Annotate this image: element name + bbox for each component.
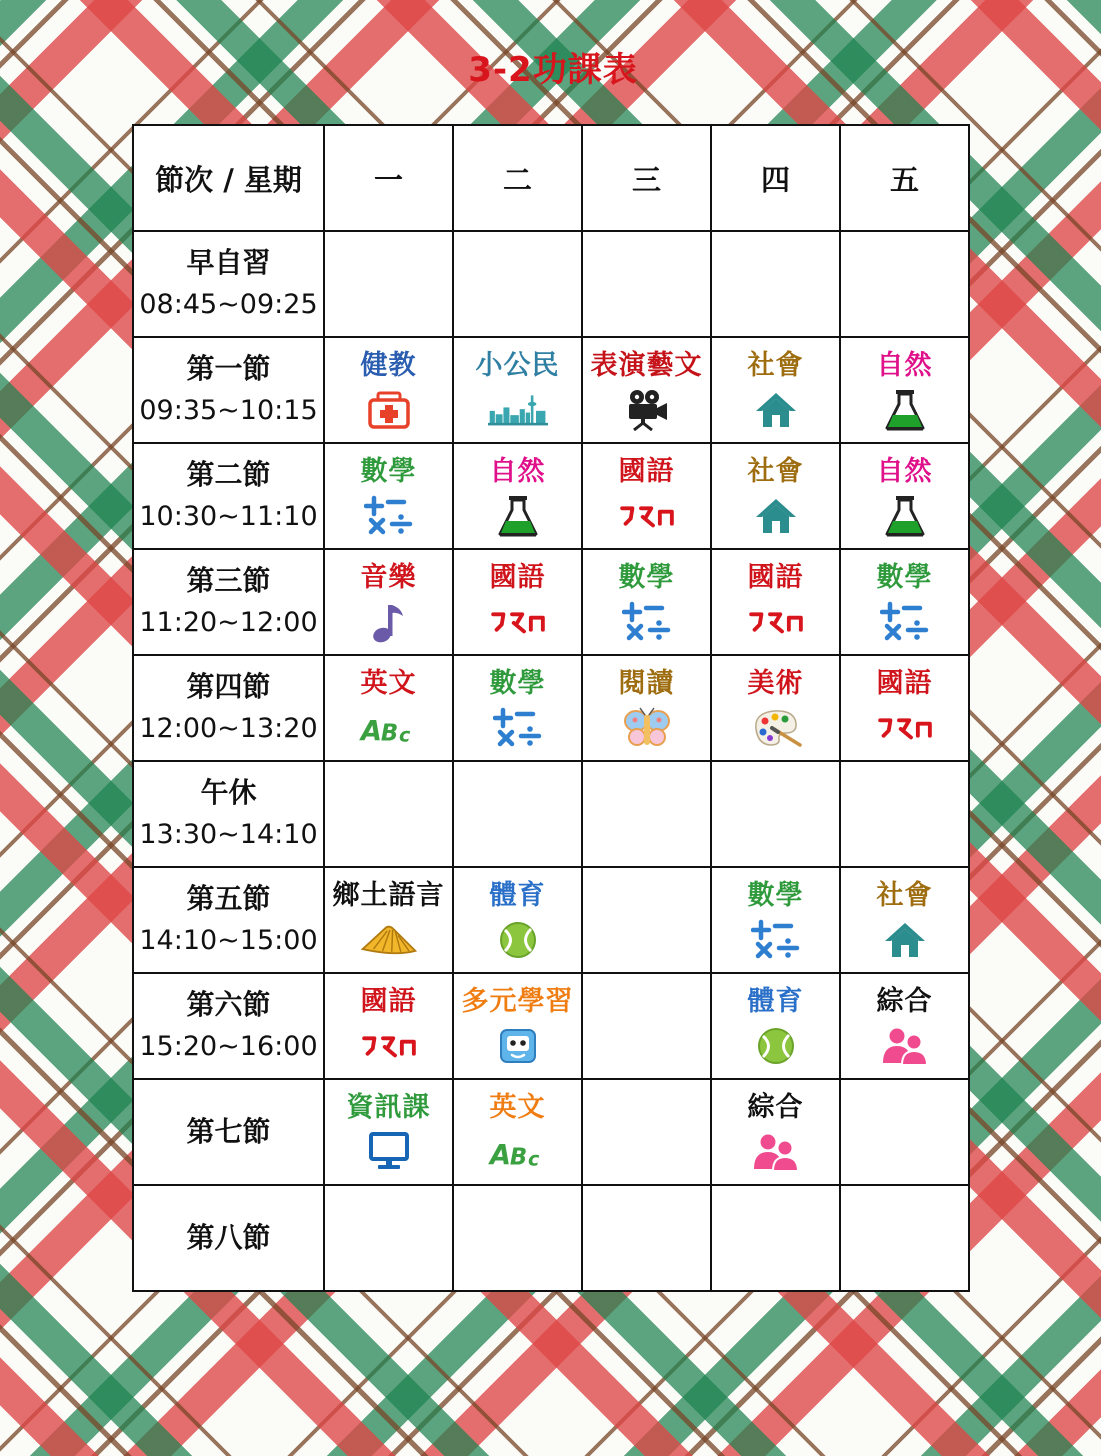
- subject-label: 國語: [876, 668, 933, 699]
- subject-entry: [454, 656, 581, 760]
- timetable-cell-wed: [582, 867, 711, 973]
- period-header-cell: [133, 337, 324, 443]
- subject-label: 數學: [360, 456, 417, 487]
- timetable-cell-wed: [582, 1079, 711, 1185]
- timetable-cell-thu: [711, 761, 840, 867]
- timetable-cell-fri: [840, 761, 969, 867]
- subject-entry: [325, 1080, 452, 1184]
- math-symbols-icon: [875, 599, 935, 645]
- subject-label: 體育: [489, 880, 546, 911]
- period-time: 10:30~11:10: [139, 501, 318, 532]
- timetable-cell-tue: [453, 443, 582, 549]
- subject-entry: [325, 656, 452, 760]
- page-edge: [1101, 0, 1113, 1456]
- timetable-cell-tue: [453, 867, 582, 973]
- period-header-cell: [133, 549, 324, 655]
- subject-entry: [454, 1080, 581, 1184]
- timetable-cell-tue: [453, 231, 582, 337]
- timetable-cell-mon: [324, 973, 453, 1079]
- timetable-cell-fri: [840, 549, 969, 655]
- subject-entry: [583, 550, 710, 654]
- period-time: 14:10~15:00: [139, 925, 318, 956]
- period-header-cell: [133, 867, 324, 973]
- timetable-cell-fri: [840, 443, 969, 549]
- svg-text:B: B: [380, 720, 398, 747]
- period-name: 第一節: [186, 352, 271, 385]
- subject-label: 多元學習: [461, 986, 574, 1017]
- subject-label: 健教: [360, 350, 417, 381]
- day-header-wed: [582, 125, 711, 231]
- math-symbols-icon: [359, 493, 419, 539]
- subject-entry: [325, 444, 452, 548]
- period-header-cell: [133, 761, 324, 867]
- period-name: 午休: [200, 776, 257, 809]
- subject-entry: [712, 1080, 839, 1184]
- abc-icon: [488, 1129, 548, 1175]
- timetable-cell-wed: [582, 443, 711, 549]
- subject-label: 英文: [360, 668, 417, 699]
- subject-label: 國語: [360, 986, 417, 1017]
- subject-entry: [454, 974, 581, 1078]
- house-icon: [746, 493, 806, 539]
- period-header-cell: [133, 973, 324, 1079]
- period-name: 第四節: [186, 670, 271, 703]
- zhuyin-icon: [746, 599, 806, 645]
- period-row: [133, 1185, 969, 1291]
- svg-text:A: A: [360, 715, 382, 747]
- subject-label: 數學: [876, 562, 933, 593]
- day-label: 四: [760, 162, 790, 197]
- timetable-cell-wed: [582, 549, 711, 655]
- subject-entry: [841, 338, 968, 442]
- subject-label: 自然: [876, 350, 933, 381]
- header-corner-label: 節次 / 星期: [155, 162, 302, 197]
- subject-label: 音樂: [360, 562, 417, 593]
- period-name: 早自習: [186, 246, 271, 279]
- people-icon: [746, 1129, 806, 1175]
- period-row: [133, 655, 969, 761]
- zhuyin-icon: [617, 493, 677, 539]
- subject-entry: [712, 656, 839, 760]
- subject-label: 資訊課: [346, 1092, 431, 1123]
- subject-label: 數學: [489, 668, 546, 699]
- period-row: [133, 443, 969, 549]
- timetable-cell-mon: [324, 1185, 453, 1291]
- subject-label: 國語: [489, 562, 546, 593]
- subject-entry: [583, 656, 710, 760]
- subject-entry: [454, 550, 581, 654]
- timetable-cell-tue: [453, 655, 582, 761]
- tennis-ball-icon: [488, 917, 548, 963]
- period-header-cell: [133, 1185, 324, 1291]
- first-aid-kit-icon: [359, 387, 419, 433]
- subject-entry: [583, 444, 710, 548]
- subject-entry: [325, 550, 452, 654]
- subject-entry: [583, 338, 710, 442]
- subject-entry: [841, 444, 968, 548]
- timetable-cell-thu: [711, 1079, 840, 1185]
- timetable-cell-thu: [711, 655, 840, 761]
- timetable-cell-tue: [453, 761, 582, 867]
- timetable-cell-mon: [324, 655, 453, 761]
- timetable-cell-fri: [840, 973, 969, 1079]
- subject-entry: [841, 974, 968, 1078]
- period-name: 第八節: [186, 1221, 271, 1254]
- period-time: 12:00~13:20: [139, 713, 318, 744]
- period-row: [133, 973, 969, 1079]
- people-icon: [875, 1023, 935, 1069]
- subject-label: 閱讀: [618, 668, 675, 699]
- subject-label: 英文: [489, 1092, 546, 1123]
- math-symbols-icon: [746, 917, 806, 963]
- subject-entry: [454, 444, 581, 548]
- timetable-cell-thu: [711, 231, 840, 337]
- house-icon: [875, 917, 935, 963]
- zhuyin-icon: [359, 1023, 419, 1069]
- period-row: [133, 1079, 969, 1185]
- subject-entry: [712, 338, 839, 442]
- subject-label: 國語: [618, 456, 675, 487]
- period-header-cell: [133, 443, 324, 549]
- day-label: 二: [502, 162, 532, 197]
- period-time: 13:30~14:10: [139, 819, 318, 850]
- subject-label: 鄉土語言: [332, 880, 445, 911]
- timetable-cell-fri: [840, 231, 969, 337]
- day-label: 一: [373, 162, 403, 197]
- paint-palette-icon: [746, 705, 806, 751]
- timetable-cell-mon: [324, 443, 453, 549]
- timetable-cell-wed: [582, 761, 711, 867]
- day-label: 三: [631, 162, 661, 197]
- flask-icon: [875, 387, 935, 433]
- subject-entry: [712, 868, 839, 972]
- subject-label: 社會: [747, 350, 804, 381]
- timetable-cell-wed: [582, 337, 711, 443]
- subject-label: 綜合: [747, 1092, 804, 1123]
- timetable-cell-wed: [582, 973, 711, 1079]
- zhuyin-icon: [875, 705, 935, 751]
- subject-label: 自然: [489, 456, 546, 487]
- timetable-cell-thu: [711, 867, 840, 973]
- period-row: [133, 231, 969, 337]
- subject-entry: [841, 868, 968, 972]
- timetable-cell-thu: [711, 549, 840, 655]
- timetable-cell-fri: [840, 1185, 969, 1291]
- subject-label: 數學: [618, 562, 675, 593]
- period-name: 第六節: [186, 988, 271, 1021]
- subject-entry: [325, 974, 452, 1078]
- period-name: 第二節: [186, 458, 271, 491]
- subject-label: 自然: [876, 456, 933, 487]
- timetable-cell-fri: [840, 867, 969, 973]
- subject-entry: [454, 338, 581, 442]
- timetable-cell-thu: [711, 1185, 840, 1291]
- subject-label: 體育: [747, 986, 804, 1017]
- period-name: 第三節: [186, 564, 271, 597]
- period-time: 08:45~09:25: [139, 289, 318, 320]
- day-label: 五: [889, 162, 919, 197]
- math-symbols-icon: [617, 599, 677, 645]
- cube-robot-icon: [488, 1023, 548, 1069]
- timetable-cell-thu: [711, 973, 840, 1079]
- timetable-cell-thu: [711, 443, 840, 549]
- timetable-cell-mon: [324, 1079, 453, 1185]
- timetable-cell-mon: [324, 867, 453, 973]
- subject-entry: [325, 338, 452, 442]
- period-header-cell: [133, 231, 324, 337]
- timetable-cell-fri: [840, 655, 969, 761]
- subject-label: 小公民: [475, 350, 560, 381]
- period-header-cell: [133, 655, 324, 761]
- monitor-icon: [359, 1129, 419, 1175]
- period-time: 11:20~12:00: [139, 607, 318, 638]
- period-row: [133, 761, 969, 867]
- timetable-cell-mon: [324, 337, 453, 443]
- timetable-cell-wed: [582, 655, 711, 761]
- timetable-cell-tue: [453, 1079, 582, 1185]
- timetable-body: [133, 231, 969, 1291]
- timetable-cell-fri: [840, 337, 969, 443]
- day-header-mon: [324, 125, 453, 231]
- timetable-cell-tue: [453, 1185, 582, 1291]
- straw-hat-icon: [359, 917, 419, 963]
- timetable-cell-mon: [324, 761, 453, 867]
- flask-icon: [875, 493, 935, 539]
- svg-text:c: c: [398, 723, 410, 747]
- subject-label: 國語: [747, 562, 804, 593]
- tennis-ball-icon: [746, 1023, 806, 1069]
- subject-label: 社會: [876, 880, 933, 911]
- page-title: 3-2功課表: [468, 50, 638, 90]
- subject-entry: [712, 550, 839, 654]
- timetable-cell-tue: [453, 549, 582, 655]
- day-header-tue: [453, 125, 582, 231]
- timetable-cell-thu: [711, 337, 840, 443]
- period-time: 09:35~10:15: [139, 395, 318, 426]
- timetable-cell-mon: [324, 231, 453, 337]
- house-icon: [746, 387, 806, 433]
- period-row: [133, 867, 969, 973]
- period-row: [133, 337, 969, 443]
- header-corner: [133, 125, 324, 231]
- timetable-cell-mon: [324, 549, 453, 655]
- period-header-cell: [133, 1079, 324, 1185]
- butterfly-icon: [617, 705, 677, 751]
- period-time: 15:20~16:00: [139, 1031, 318, 1062]
- day-header-thu: [711, 125, 840, 231]
- svg-text:c: c: [527, 1147, 539, 1171]
- svg-text:B: B: [509, 1144, 527, 1171]
- math-symbols-icon: [488, 705, 548, 751]
- timetable-cell-wed: [582, 231, 711, 337]
- music-note-icon: [359, 599, 419, 645]
- period-name: 第五節: [186, 882, 271, 915]
- header-row: [133, 125, 969, 231]
- subject-entry: [325, 868, 452, 972]
- subject-entry: [841, 656, 968, 760]
- period-row: [133, 549, 969, 655]
- city-skyline-icon: [488, 387, 548, 433]
- timetable-cell-fri: [840, 1079, 969, 1185]
- subject-entry: [712, 974, 839, 1078]
- flask-icon: [488, 493, 548, 539]
- subject-entry: [712, 444, 839, 548]
- timetable: [132, 124, 970, 1292]
- zhuyin-icon: [488, 599, 548, 645]
- day-header-fri: [840, 125, 969, 231]
- subject-label: 表演藝文: [590, 350, 703, 381]
- svg-text:A: A: [489, 1139, 511, 1171]
- subject-label: 社會: [747, 456, 804, 487]
- abc-icon: [359, 705, 419, 751]
- subject-entry: [454, 868, 581, 972]
- period-name: 第七節: [186, 1115, 271, 1148]
- movie-camera-icon: [617, 387, 677, 433]
- subject-label: 綜合: [876, 986, 933, 1017]
- subject-label: 美術: [747, 668, 804, 699]
- subject-entry: [841, 550, 968, 654]
- timetable-cell-tue: [453, 337, 582, 443]
- timetable-cell-wed: [582, 1185, 711, 1291]
- subject-label: 數學: [747, 880, 804, 911]
- timetable-cell-tue: [453, 973, 582, 1079]
